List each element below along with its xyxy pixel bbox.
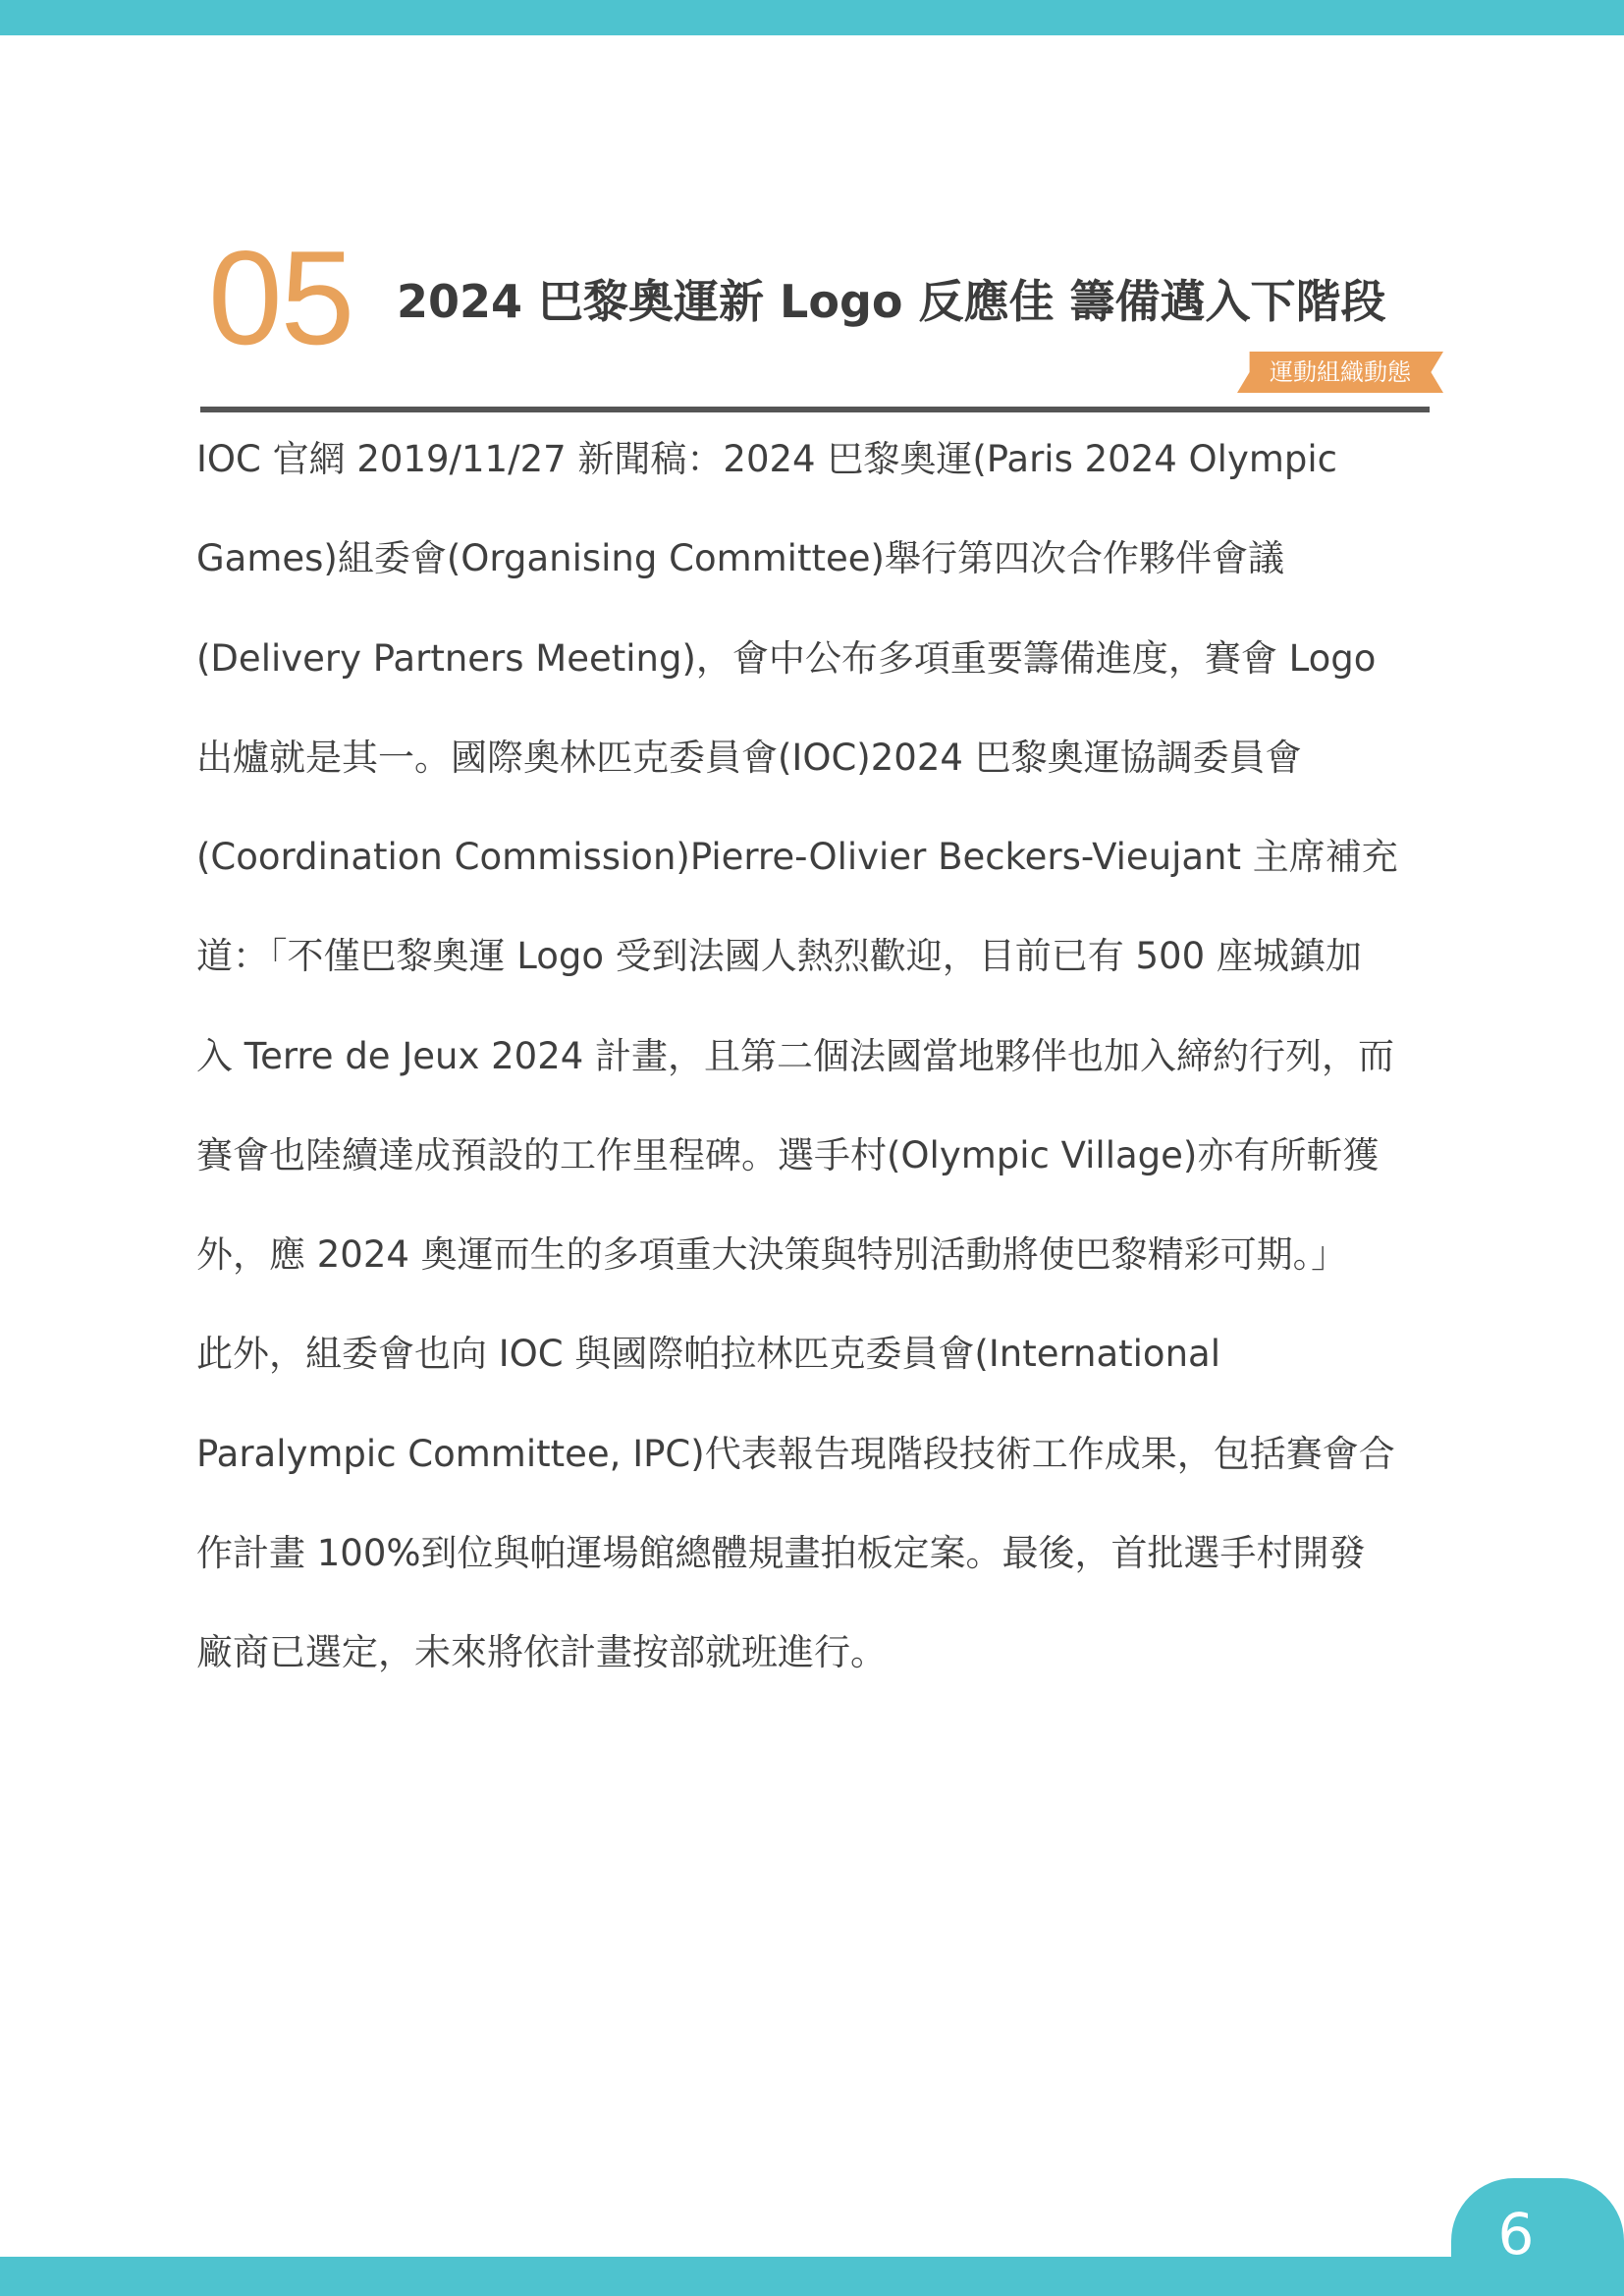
body-line: 賽會也陸續達成預設的工作里程碑。選手村(Olympic Village)亦有所斬獲 [196, 1134, 1380, 1176]
body-line: (Coordination Commission)Pierre-Olivier Beckers-Vieujant 主席補充 [196, 836, 1398, 878]
footer-band [0, 2257, 1624, 2296]
section-number: 05 [208, 223, 353, 372]
header-band [0, 0, 1624, 35]
category-tag-label: 運動組織動態 [1270, 358, 1411, 386]
body-line: 作計畫 100%到位與帕運場館總體規畫拍板定案。最後，首批選手村開發 [196, 1532, 1366, 1574]
title-divider [200, 407, 1430, 412]
body-line: Paralympic Committee, IPC)代表報告現階段技術工作成果，包括賽會合 [196, 1433, 1395, 1475]
body-line: 廠商已選定，未來將依計畫按部就班進行。 [196, 1631, 887, 1673]
body-line: 入 Terre de Jeux 2024 計畫，且第二個法國當地夥伴也加入締約行列，而 [196, 1035, 1395, 1077]
article-title: 2024 巴黎奧運新 Logo 反應佳 籌備邁入下階段 [397, 275, 1386, 328]
body-line: 此外，組委會也向 IOC 與國際帕拉林匹克委員會(International [196, 1333, 1220, 1375]
body-line: 道：「不僅巴黎奧運 Logo 受到法國人熱烈歡迎，目前已有 500 座城鎮加 [196, 935, 1362, 977]
body-line: 出爐就是其一。國際奧林匹克委員會(IOC)2024 巴黎奧運協調委員會 [196, 737, 1302, 779]
body-line: Games)組委會(Organising Committee)舉行第四次合作夥伴會議 [196, 537, 1284, 579]
body-line: 外，應 2024 奧運而生的多項重大決策與特別活動將使巴黎精彩可期。」 [196, 1233, 1348, 1276]
page-number: 6 [1497, 2201, 1535, 2268]
body-line: IOC 官網 2019/11/27 新聞稿：2024 巴黎奧運(Paris 2024 Olympic [196, 438, 1337, 480]
body-line: (Delivery Partners Meeting)，會中公布多項重要籌備進度，賽會 Logo [196, 637, 1377, 680]
